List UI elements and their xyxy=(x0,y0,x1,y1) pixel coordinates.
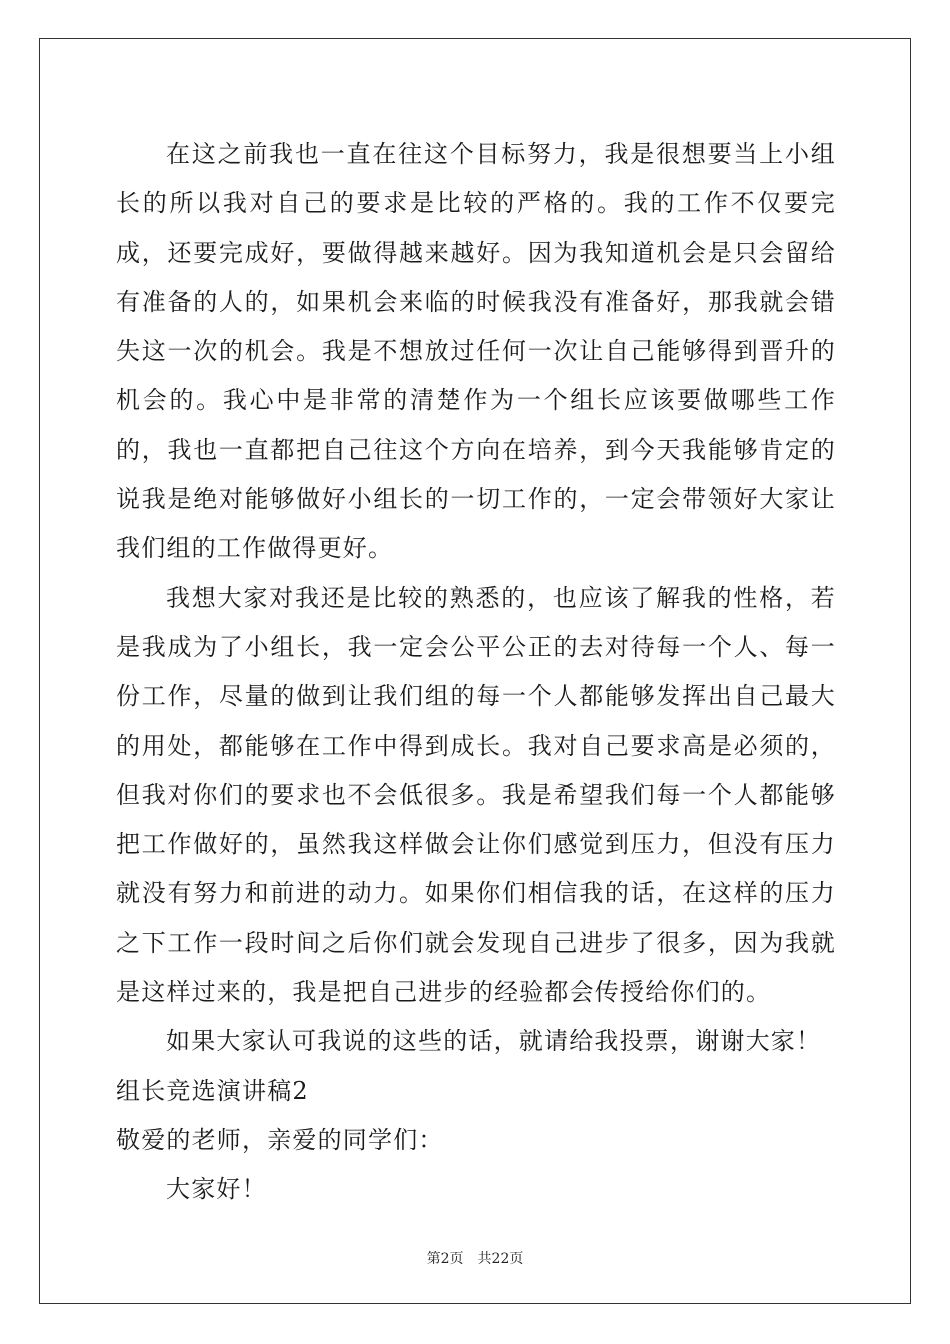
page-footer xyxy=(0,1248,950,1268)
greeting: 大家好！ xyxy=(166,1175,267,1204)
document-body xyxy=(116,130,836,1215)
paragraph-fairness: 我想大家对我还是比较的熟悉的，也应该了解我的性格，若是我成为了小组长，我一定会公平公正的去对待每一个人、每一份工作，尽量的做到让我们组的每一个人都能够发挥出自己最大的用处，都能够在工作中得到成长。我对自己要求高是必须的，但我对你们的要求也不会低很多。我是希望我们每一个人都能够把工作做好的，虽然我这样做会让你们感觉到压力，但没有压力就没有努力和前进的动力。如果你们相信我的话，在这样的压力之下工作一段时间之后你们就会发现自己进步了很多，因为我就是这样过来的，我是把自己进步的经验都会传授给你们的。 xyxy=(116,583,836,1007)
page-number: 第2页 xyxy=(426,1251,464,1267)
page-total: 共22页 xyxy=(477,1251,524,1267)
section-title: 组长竞选演讲稿2 xyxy=(116,1076,309,1105)
paragraph-goal: 在这之前我也一直在往这个目标努力，我是很想要当上小组长的所以我对自己的要求是比较的严格的。我的工作不仅要完成，还要完成好，要做得越来越好。因为我知道机会是只会留给有准备的人的，如果机会来临的时候我没有准备好，那我就会错失这一次的机会。我是不想放过任何一次让自己能够得到晋升的机会的。我心中是非常的清楚作为一个组长应该要做哪些工作的，我也一直都把自己往这个方向在培养，到今天我能够肯定的说我是绝对能够做好小组长的一切工作的，一定会带领好大家让我们组的工作做得更好。 xyxy=(116,140,836,563)
paragraph-vote-request: 如果大家认可我说的这些的话，就请给我投票，谢谢大家！ xyxy=(166,1027,822,1056)
salutation: 敬爱的老师，亲爱的同学们： xyxy=(116,1125,444,1154)
